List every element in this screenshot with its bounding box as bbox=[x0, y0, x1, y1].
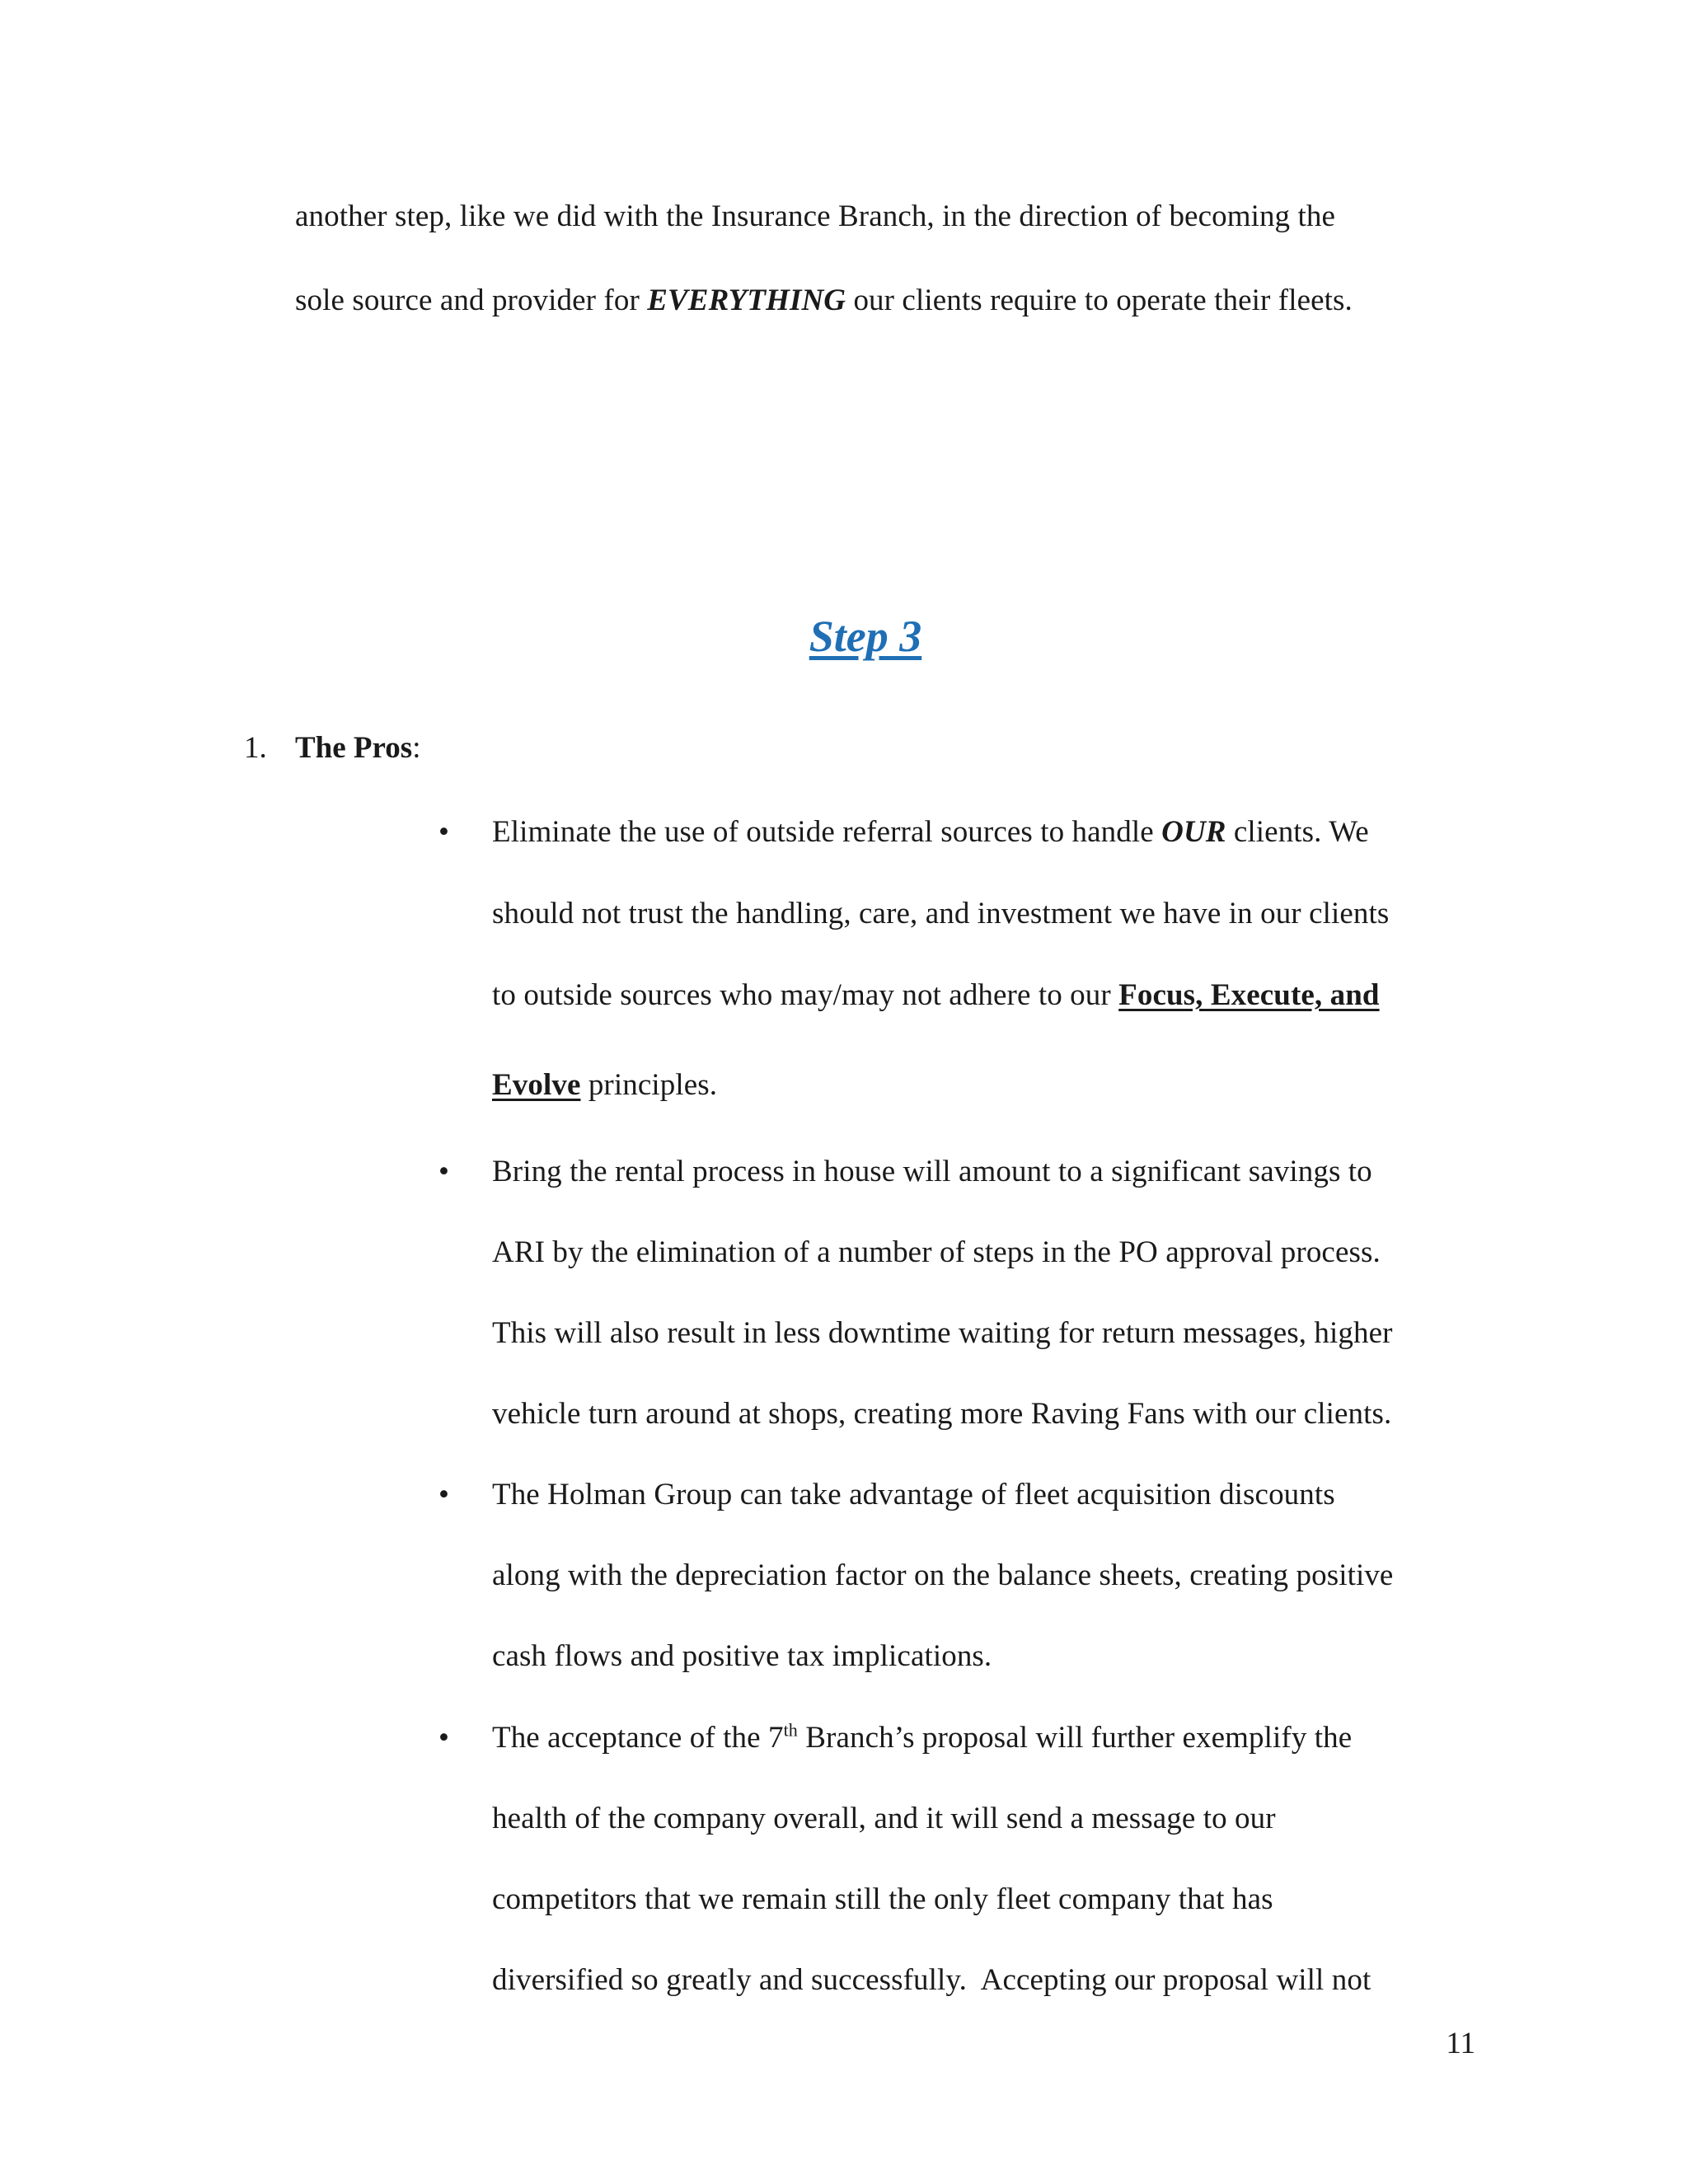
bullet-text: competitors that we remain still the only fleet company that has bbox=[492, 1882, 1273, 1916]
bullet-text: diversified so greatly and successfully. Accepting our proposal will not bbox=[492, 1963, 1372, 1997]
bullet-4-line-2 bbox=[492, 1801, 1276, 1837]
bullet-3-line-1 bbox=[492, 1477, 1335, 1513]
bullet-text: Bring the rental process in house will amount to a significant savings to bbox=[492, 1155, 1372, 1188]
bullet-text: should not trust the handling, care, and investment we have in our clients bbox=[492, 897, 1390, 930]
bullet-icon: • bbox=[438, 1155, 449, 1188]
intro-line-1 bbox=[295, 199, 1335, 235]
list-label bbox=[295, 730, 420, 766]
bullet-4-line-3 bbox=[492, 1882, 1273, 1918]
bullet-icon: • bbox=[438, 1478, 449, 1511]
bullet-text: The Holman Group can take advantage of fleet acquisition discounts bbox=[492, 1478, 1335, 1511]
emphasis-our: OUR bbox=[1161, 815, 1226, 849]
emphasis-principles: Focus, Execute, and bbox=[1118, 978, 1380, 1012]
bullet-2-line-3 bbox=[492, 1315, 1393, 1352]
intro-text: sole source and provider for bbox=[295, 284, 648, 317]
bullet-icon: • bbox=[438, 815, 449, 849]
bullet-1-line-3 bbox=[492, 977, 1380, 1014]
bullet-text: to outside sources who may/may not adhere to our bbox=[492, 978, 1119, 1012]
bullet-4-line-1 bbox=[492, 1720, 1352, 1756]
intro-text: another step, like we did with the Insurance Branch, in the direction of becoming the bbox=[295, 199, 1336, 233]
bullet-text: This will also result in less downtime waiting for return messages, higher bbox=[492, 1316, 1393, 1350]
superscript-th: th bbox=[783, 1719, 798, 1741]
page-number: 11 bbox=[1446, 2027, 1475, 2060]
bullet-1-line-4 bbox=[492, 1067, 717, 1104]
bullet-2-line-4 bbox=[492, 1396, 1391, 1432]
bullet-1-line-2 bbox=[492, 896, 1389, 932]
bullet-text: Branch’s proposal will further exemplify the bbox=[797, 1721, 1353, 1755]
bullet-2-line-2 bbox=[492, 1235, 1381, 1271]
list-label-suffix: : bbox=[412, 731, 421, 765]
list-number: 1. bbox=[244, 731, 267, 765]
emphasis-everything: EVERYTHING bbox=[647, 284, 846, 317]
bullet-text: principles. bbox=[580, 1068, 718, 1102]
emphasis-evolve: Evolve bbox=[492, 1068, 581, 1102]
bullet-icon: • bbox=[438, 1721, 449, 1755]
bullet-text: clients. We bbox=[1226, 815, 1369, 849]
bullet-3-line-3 bbox=[492, 1638, 992, 1675]
bullet-3-line-2 bbox=[492, 1558, 1393, 1594]
bullet-1-line-1 bbox=[492, 814, 1369, 851]
bullet-text: ARI by the elimination of a number of steps in the PO approval process. bbox=[492, 1235, 1381, 1269]
bullet-text: cash flows and positive tax implications. bbox=[492, 1639, 992, 1673]
bullet-text: The acceptance of the 7 bbox=[492, 1721, 784, 1755]
intro-line-2 bbox=[295, 283, 1353, 319]
bullet-text: along with the depreciation factor on the balance sheets, creating positive bbox=[492, 1558, 1394, 1592]
bullet-4-line-4 bbox=[492, 1962, 1371, 1999]
bullet-text: Eliminate the use of outside referral sources to handle bbox=[492, 815, 1162, 849]
list-label-text: The Pros bbox=[295, 731, 413, 765]
bullet-text: vehicle turn around at shops, creating more Raving Fans with our clients. bbox=[492, 1397, 1392, 1431]
step-heading: Step 3 bbox=[809, 612, 922, 661]
intro-text: our clients require to operate their fleets. bbox=[846, 284, 1353, 317]
bullet-text: health of the company overall, and it will send a message to our bbox=[492, 1802, 1276, 1835]
bullet-2-line-1 bbox=[492, 1154, 1372, 1190]
